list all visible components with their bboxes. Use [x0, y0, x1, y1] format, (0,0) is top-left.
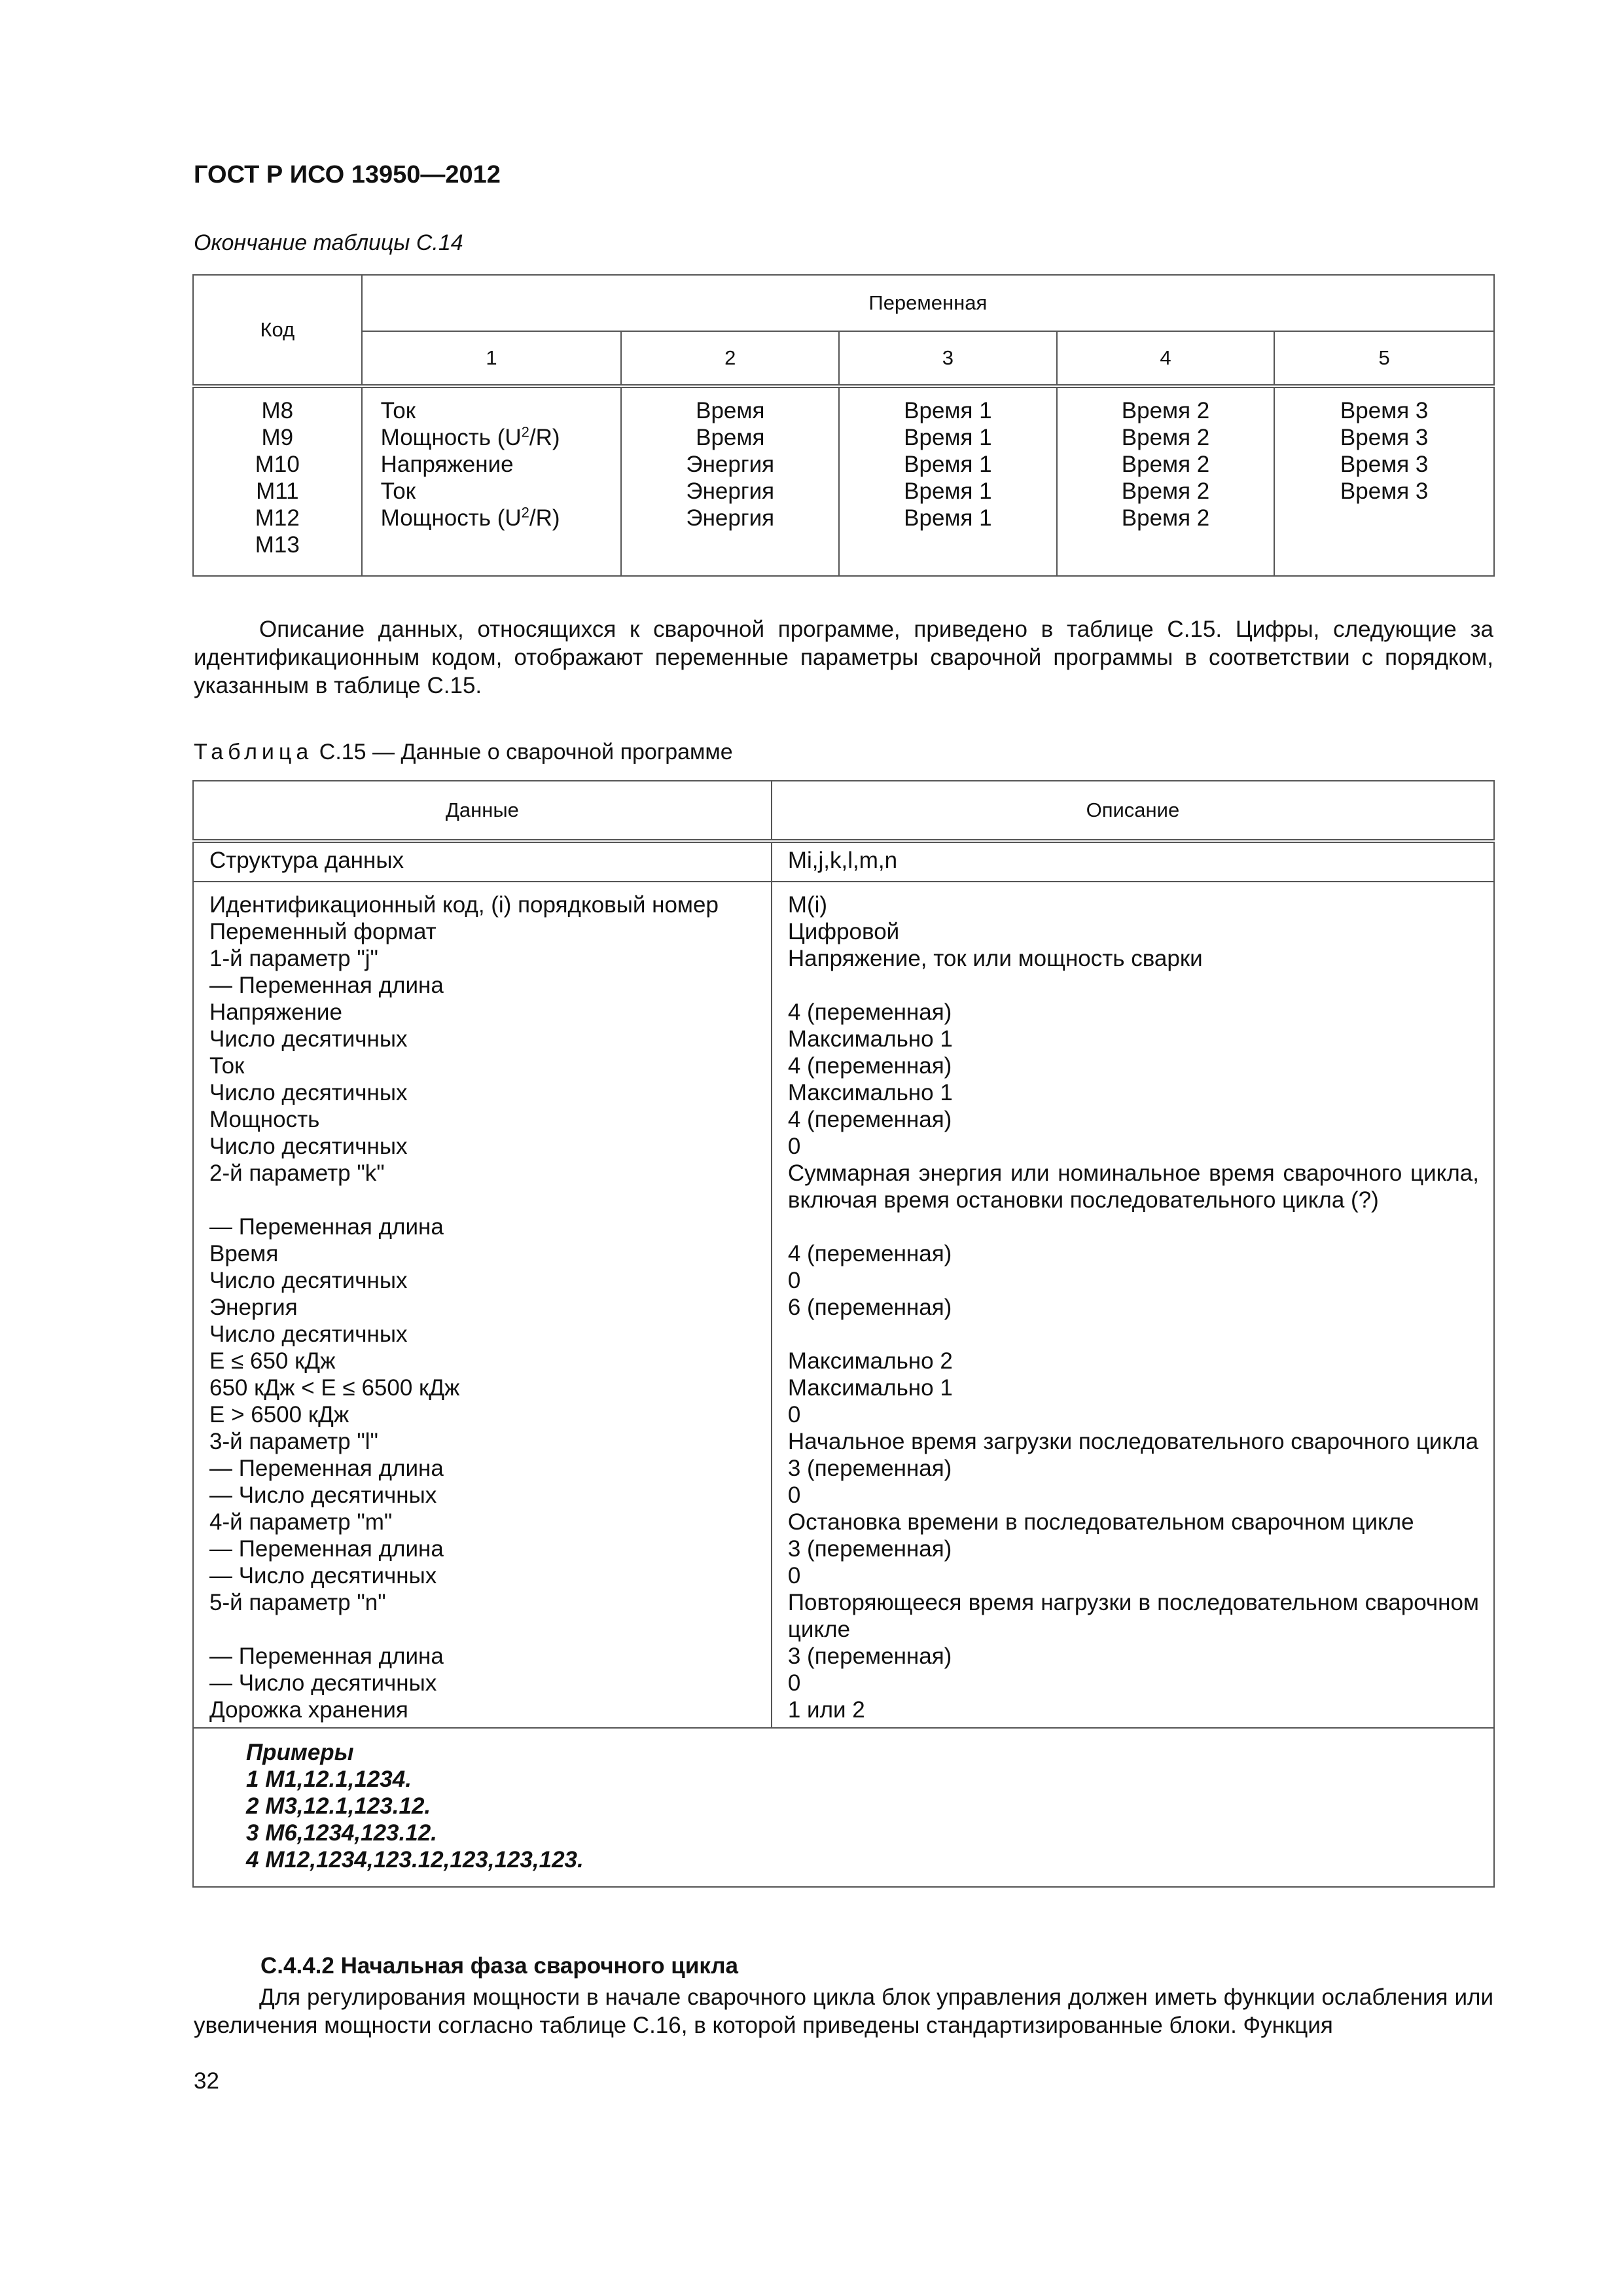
data-item: — Переменная длина: [209, 1536, 444, 1562]
data-item: Число десятичных: [209, 1134, 408, 1159]
description-item: Максимально 1: [787, 1080, 953, 1105]
data-item: — Переменная длина: [209, 1456, 444, 1481]
data-item: Напряжение: [209, 999, 342, 1025]
description-item: 4 (переменная): [787, 999, 952, 1025]
description-item: Суммарная энергия или номинальное время сварочного цикла, включая время остановки последовательного цикла (?): [787, 1160, 1479, 1213]
subheader-2: 2: [621, 331, 839, 386]
data-column: [193, 882, 772, 1728]
description-item: M(i): [787, 892, 828, 918]
data-item: 650 кДж < E ≤ 6500 кДж: [209, 1375, 460, 1401]
example-item: 1 M1,12.1,1234.: [246, 1767, 412, 1792]
description-item: 0: [787, 1482, 801, 1508]
data-item: 4-й параметр "m": [209, 1509, 393, 1535]
example-item: 4 M12,1234,123.12,123,123,123.: [246, 1847, 584, 1873]
example-item: 3 M6,1234,123.12.: [246, 1820, 437, 1846]
description-item: Остановка времени в последовательном сварочном цикле: [787, 1509, 1414, 1535]
description-item: 4 (переменная): [787, 1241, 952, 1266]
structure-value: Mi,j,k,l,m,n: [772, 841, 1494, 882]
examples-title: Примеры: [246, 1740, 354, 1765]
subheader-5: 5: [1274, 331, 1494, 386]
page-number: 32: [194, 2068, 219, 2094]
description-item: 6 (переменная): [787, 1295, 952, 1320]
description-item: 3 (переменная): [787, 1456, 952, 1481]
description-item: [788, 1213, 1479, 1240]
subheader-4: 4: [1057, 331, 1275, 386]
variable-1-value: Ток: [380, 478, 416, 504]
subheader-3: 3: [839, 331, 1057, 386]
variable-4-value: Время 2: [1121, 478, 1210, 504]
data-item: Энергия: [209, 1295, 298, 1320]
variable-2-value: Энергия: [686, 452, 775, 477]
description-item: 0: [787, 1402, 801, 1427]
data-item: Число десятичных: [209, 1026, 408, 1052]
code: M10: [255, 452, 300, 477]
codes-cell: [193, 386, 362, 576]
data-item: Ток: [209, 1053, 245, 1079]
code: M8: [261, 398, 294, 423]
data-item: Идентификационный код, (i) порядковый номер: [209, 892, 719, 918]
description-item: 4 (переменная): [787, 1053, 952, 1079]
description-item: Начальное время загрузки последовательного сварочного цикла: [787, 1429, 1479, 1454]
subheader-1: 1: [362, 331, 622, 386]
description-item: Максимально 1: [787, 1375, 953, 1401]
data-item: Число десятичных: [209, 1321, 408, 1347]
description-item: 3 (переменная): [787, 1536, 952, 1562]
variable-3-value: Время 1: [904, 452, 992, 477]
variable-2-value: Энергия: [686, 505, 775, 531]
variable-1-value: Напряжение: [380, 452, 514, 477]
variable-4-value: Время 2: [1121, 452, 1210, 477]
description-item: 0: [787, 1670, 801, 1696]
variable-4-value: Время 2: [1121, 505, 1210, 531]
variable-5-value: Время 3: [1340, 478, 1429, 504]
data-item: — Переменная длина: [209, 1214, 444, 1240]
description-column: [772, 882, 1494, 1728]
description-item: 4 (переменная): [787, 1107, 952, 1132]
data-item: Переменный формат: [209, 919, 437, 944]
variable-1-value: Мощность $(U^2/R)$: [380, 423, 560, 450]
data-item: — Переменная длина: [209, 973, 444, 998]
data-item: E ≤ 650 кДж: [209, 1348, 336, 1374]
data-item: 3-й параметр "l": [209, 1429, 378, 1454]
table-15-caption: Таблица С.15 — Данные о сварочной программе: [194, 740, 733, 764]
variable-2-value: Время: [696, 425, 765, 450]
data-item: — Число десятичных: [209, 1482, 437, 1508]
description-item: Напряжение, ток или мощность сварки: [787, 946, 1203, 971]
section-paragraph: Для регулирования мощности в начале сварочного цикла блок управления должен иметь функции ослабления или увеличения мощности согласно таблице С.16, в которой приведены стандартизированные блоки. Функция: [194, 1984, 1493, 2038]
paragraph-table-15-intro: Описание данных, относящихся к сварочной программе, приведено в таблице С.15. Цифры, следующие за идентификационным кодом, отображают переменные параметры сварочной программы в соответствии с порядком, указанным в таблице С.15.: [194, 617, 1493, 698]
data-item: Число десятичных: [209, 1080, 408, 1105]
data-item: — Переменная длина: [209, 1643, 444, 1669]
data-item: Мощность: [209, 1107, 320, 1132]
section-title: С.4.4.2 Начальная фаза сварочного цикла: [260, 1953, 738, 1979]
variable-1-cell: [362, 386, 622, 576]
example-item: 2 M3,12.1,123.12.: [246, 1793, 431, 1819]
variable-2-cell: [621, 386, 839, 576]
description-item: [788, 972, 1479, 999]
description-item: 0: [787, 1268, 801, 1293]
header-code: Код: [193, 275, 362, 386]
data-item: — Число десятичных: [209, 1563, 437, 1588]
data-item: Время: [209, 1241, 279, 1266]
variable-4-cell: [1057, 386, 1275, 576]
table-c14: [192, 274, 1495, 577]
data-item: 2-й параметр "k": [209, 1160, 385, 1186]
data-item: — Число десятичных: [209, 1670, 437, 1696]
variable-4-value: Время 2: [1121, 425, 1210, 450]
variable-1-value: Мощность $(U^2/R)$: [380, 504, 560, 531]
data-item: Дорожка хранения: [209, 1697, 408, 1723]
description-item: 3 (переменная): [787, 1643, 952, 1669]
table-14-caption: Окончание таблицы С.14: [194, 230, 463, 255]
examples-cell: [193, 1728, 1494, 1887]
variable-5-value: Время 3: [1340, 452, 1429, 477]
variable-4-value: Время 2: [1121, 398, 1210, 423]
variable-1-value: Ток: [380, 398, 416, 423]
variable-2-value: Время: [696, 398, 765, 423]
data-item: Число десятичных: [209, 1268, 408, 1293]
description-item: 1 или 2: [787, 1697, 865, 1723]
variable-3-value: Время 1: [904, 478, 992, 504]
header-variable: Переменная: [362, 275, 1494, 331]
description-item: Максимально 1: [787, 1026, 953, 1052]
description-item: Повторяющееся время нагрузки в последовательном сварочном цикле: [787, 1590, 1479, 1642]
description-item: 0: [787, 1563, 801, 1588]
variable-3-value: Время 1: [904, 398, 992, 423]
structure-label: Структура данных: [193, 841, 772, 882]
code: M13: [255, 532, 300, 558]
description-item: Цифровой: [787, 919, 900, 944]
data-item: E > 6500 кДж: [209, 1402, 349, 1427]
variable-3-cell: [839, 386, 1057, 576]
variable-3-value: Время 1: [904, 425, 992, 450]
variable-5-value: Время 3: [1340, 425, 1429, 450]
code: M12: [255, 505, 300, 531]
table-c15: [192, 780, 1495, 1888]
code: M11: [256, 478, 299, 504]
variable-3-value: Время 1: [904, 505, 992, 531]
data-item: 5-й параметр "n": [209, 1590, 386, 1615]
header-description: Описание: [772, 781, 1494, 841]
description-item: Максимально 2: [787, 1348, 953, 1374]
code: M9: [261, 425, 294, 450]
document-header: ГОСТ Р ИСО 13950—2012: [194, 161, 501, 188]
variable-5-value: Время 3: [1340, 398, 1429, 423]
header-data: Данные: [193, 781, 772, 841]
description-item: [788, 1321, 1479, 1348]
data-item: 1-й параметр "j": [209, 946, 378, 971]
variable-5-cell: [1274, 386, 1494, 576]
variable-2-value: Энергия: [686, 478, 775, 504]
description-item: 0: [787, 1134, 801, 1159]
